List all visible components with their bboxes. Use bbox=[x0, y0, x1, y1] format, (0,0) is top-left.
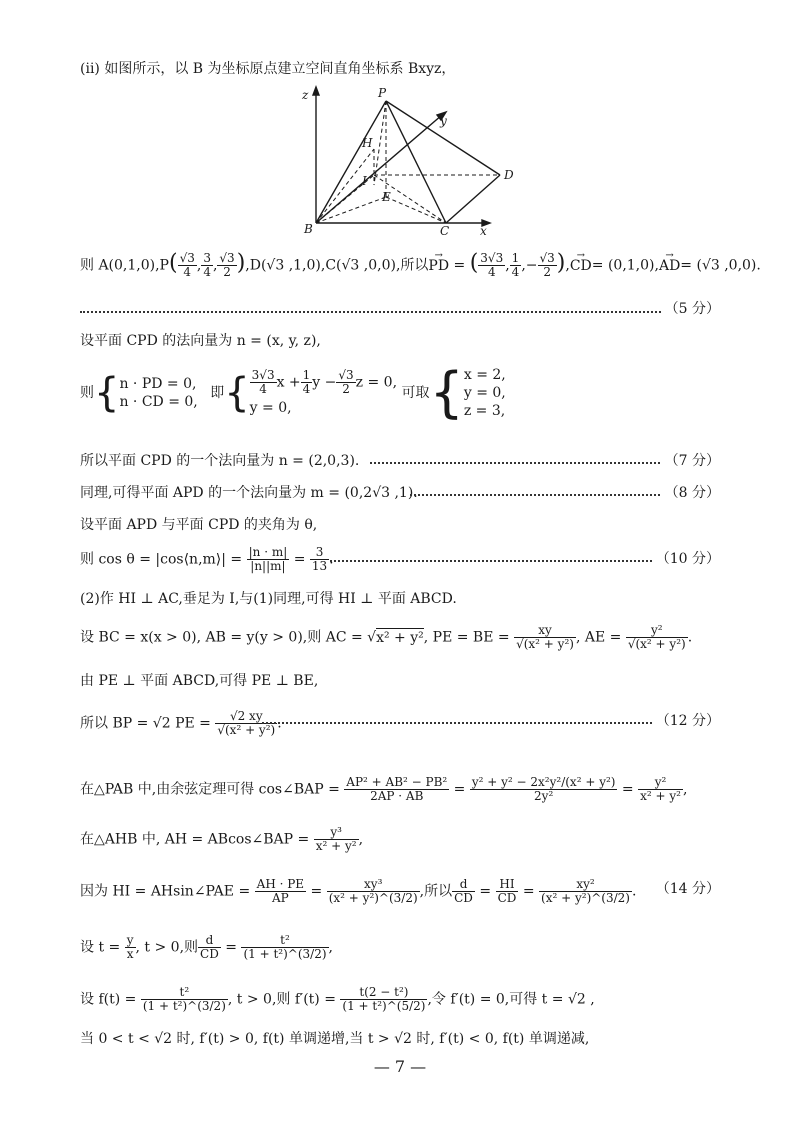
equation-system: 则{ n · PD = 0, n · CD = 0, 即{ $\frac{3√3}{4}$ x + $\frac{1}{4}$ y − $\frac{√3}{2}$ z = 0, y = 0, 可取{ x = 2, y = 0, z = 3, bbox=[80, 361, 506, 424]
hi-line: 因为 HI = AHsin∠PAE = $\frac{AH \cdot PE}{AP}$ = $\frac{\text{xy³}}{\text{(x² + y²)\textasciicircum{}(3/2)}}$ ,所以 $\frac{d}{CD}$ = $\frac{HI}{CD}$ = $\frac{\text{xy²}}{\text{(x² + y²)\textasciicircum{}(3/2)}}$ . bbox=[80, 877, 637, 905]
label-p: P bbox=[378, 86, 387, 100]
label-x: x bbox=[480, 224, 487, 235]
label-y: y bbox=[440, 114, 447, 128]
label-d: D bbox=[504, 168, 514, 182]
f-def-line: 设 f(t) = $\frac{\text{t²}}{\text{(1 + t²)\textasciicircum{}(3/2)}}$ , t > 0,则 f′(t) = $\frac{\text{t(2 − t²)}}{\text{(1 + t²)\textasciicircum{}(5/2)}}$ ,令 f′(t) = 0,可得 t = √2 , bbox=[80, 985, 595, 1013]
normal-intro: 设平面 CPD 的法向量为 n = (x, y, z), bbox=[80, 333, 321, 349]
label-e: E bbox=[382, 190, 391, 204]
coords-line: 则 A(0,1,0),P( $\frac{√3}{4}$ , $\frac{3}{4}$ , $\frac{√3}{2}$ ),D(√3 ,1,0),C(√3 ,0,0),所以→ PD = ( $\frac{3√3}{4}$ , $\frac{1}{4}$ ,− $\frac{√3}{2}$ ),→ CD= (0,1,0),→ AD= (√3 ,0,0). bbox=[80, 252, 720, 279]
bp-line: 所以 BP = √2 PE = $\frac{√2 xy}{\text{√(x² + y²)}}$ . bbox=[80, 709, 282, 737]
pe-perp-line: 由 PE ⊥ 平面 ABCD,可得 PE ⊥ BE, bbox=[80, 673, 319, 689]
cos-line: 则 cos θ = |cos⟨n,m⟩| = $\frac{|n \cdot m|}{|n||m|}$ = $\frac{3}{13}$ . bbox=[80, 545, 334, 573]
intro-line: (ⅱ) 如图所示，以 B 为坐标原点建立空间直角坐标系 Bxyz， bbox=[80, 61, 456, 77]
cpd-normal: 所以平面 CPD 的一个法向量为 n = (2,0,3). bbox=[80, 453, 360, 469]
pyramid-diagram bbox=[290, 85, 530, 235]
page-number: — 7 — bbox=[373, 1057, 427, 1076]
score-14: （14 分） bbox=[652, 880, 720, 898]
monotonic-line: 当 0 < t < √2 时, f′(t) > 0, f(t) 单调递增,当 t > √2 时, f′(t) < 0, f(t) 单调递减, bbox=[80, 1031, 590, 1047]
label-z: z bbox=[302, 88, 309, 102]
score-7: （7 分） bbox=[661, 452, 720, 470]
label-b: B bbox=[304, 222, 313, 235]
ah-line: 在△AHB 中, AH = ABcos∠BAP = $\frac{\text{y³}}{\text{x² + y²}}$ , bbox=[80, 825, 364, 853]
cos-bap-line: 在△PAB 中,由余弦定理可得 cos∠BAP = $\frac{\text{AP² + AB² − PB²}}{2AP \cdot AB}$ = $\frac{\text{y² + y² − 2x²y²/(x² + y²)}}{\text{2y²}}$ = $\frac{\text{y²}}{\text{x² + y²}}$ , bbox=[80, 775, 688, 803]
label-i: I bbox=[362, 174, 367, 188]
part2-line: (2)作 HI ⊥ AC,垂足为 I,与(1)同理,可得 HI ⊥ 平面 ABCD. bbox=[80, 591, 457, 607]
score-5: （5 分） bbox=[661, 300, 720, 318]
apd-normal: 同理,可得平面 APD 的一个法向量为 m = (0,2√3 ,1). bbox=[80, 485, 418, 501]
score-10: （10 分） bbox=[652, 550, 720, 568]
label-h: H bbox=[362, 136, 373, 150]
set-bc-line: 设 BC = x(x > 0), AB = y(y > 0),则 AC = √x² + y², PE = BE = $\frac{xy}{\text{√(x² + y²)}}$ , AE = $\frac{\text{y²}}{\text{√(x² + y²)}}$ . bbox=[80, 623, 693, 651]
angle-intro: 设平面 APD 与平面 CPD 的夹角为 θ, bbox=[80, 517, 318, 533]
label-c: C bbox=[440, 224, 450, 235]
dot-leader bbox=[80, 311, 720, 313]
t-def-line: 设 t = $\frac{y}{x}$ , t > 0,则 $\frac{d}{CD}$ = $\frac{\text{t²}}{\text{(1 + t²)\textasciicircum{}(3/2)}}$ , bbox=[80, 933, 333, 961]
score-12: （12 分） bbox=[652, 712, 720, 730]
score-8: （8 分） bbox=[661, 484, 720, 502]
